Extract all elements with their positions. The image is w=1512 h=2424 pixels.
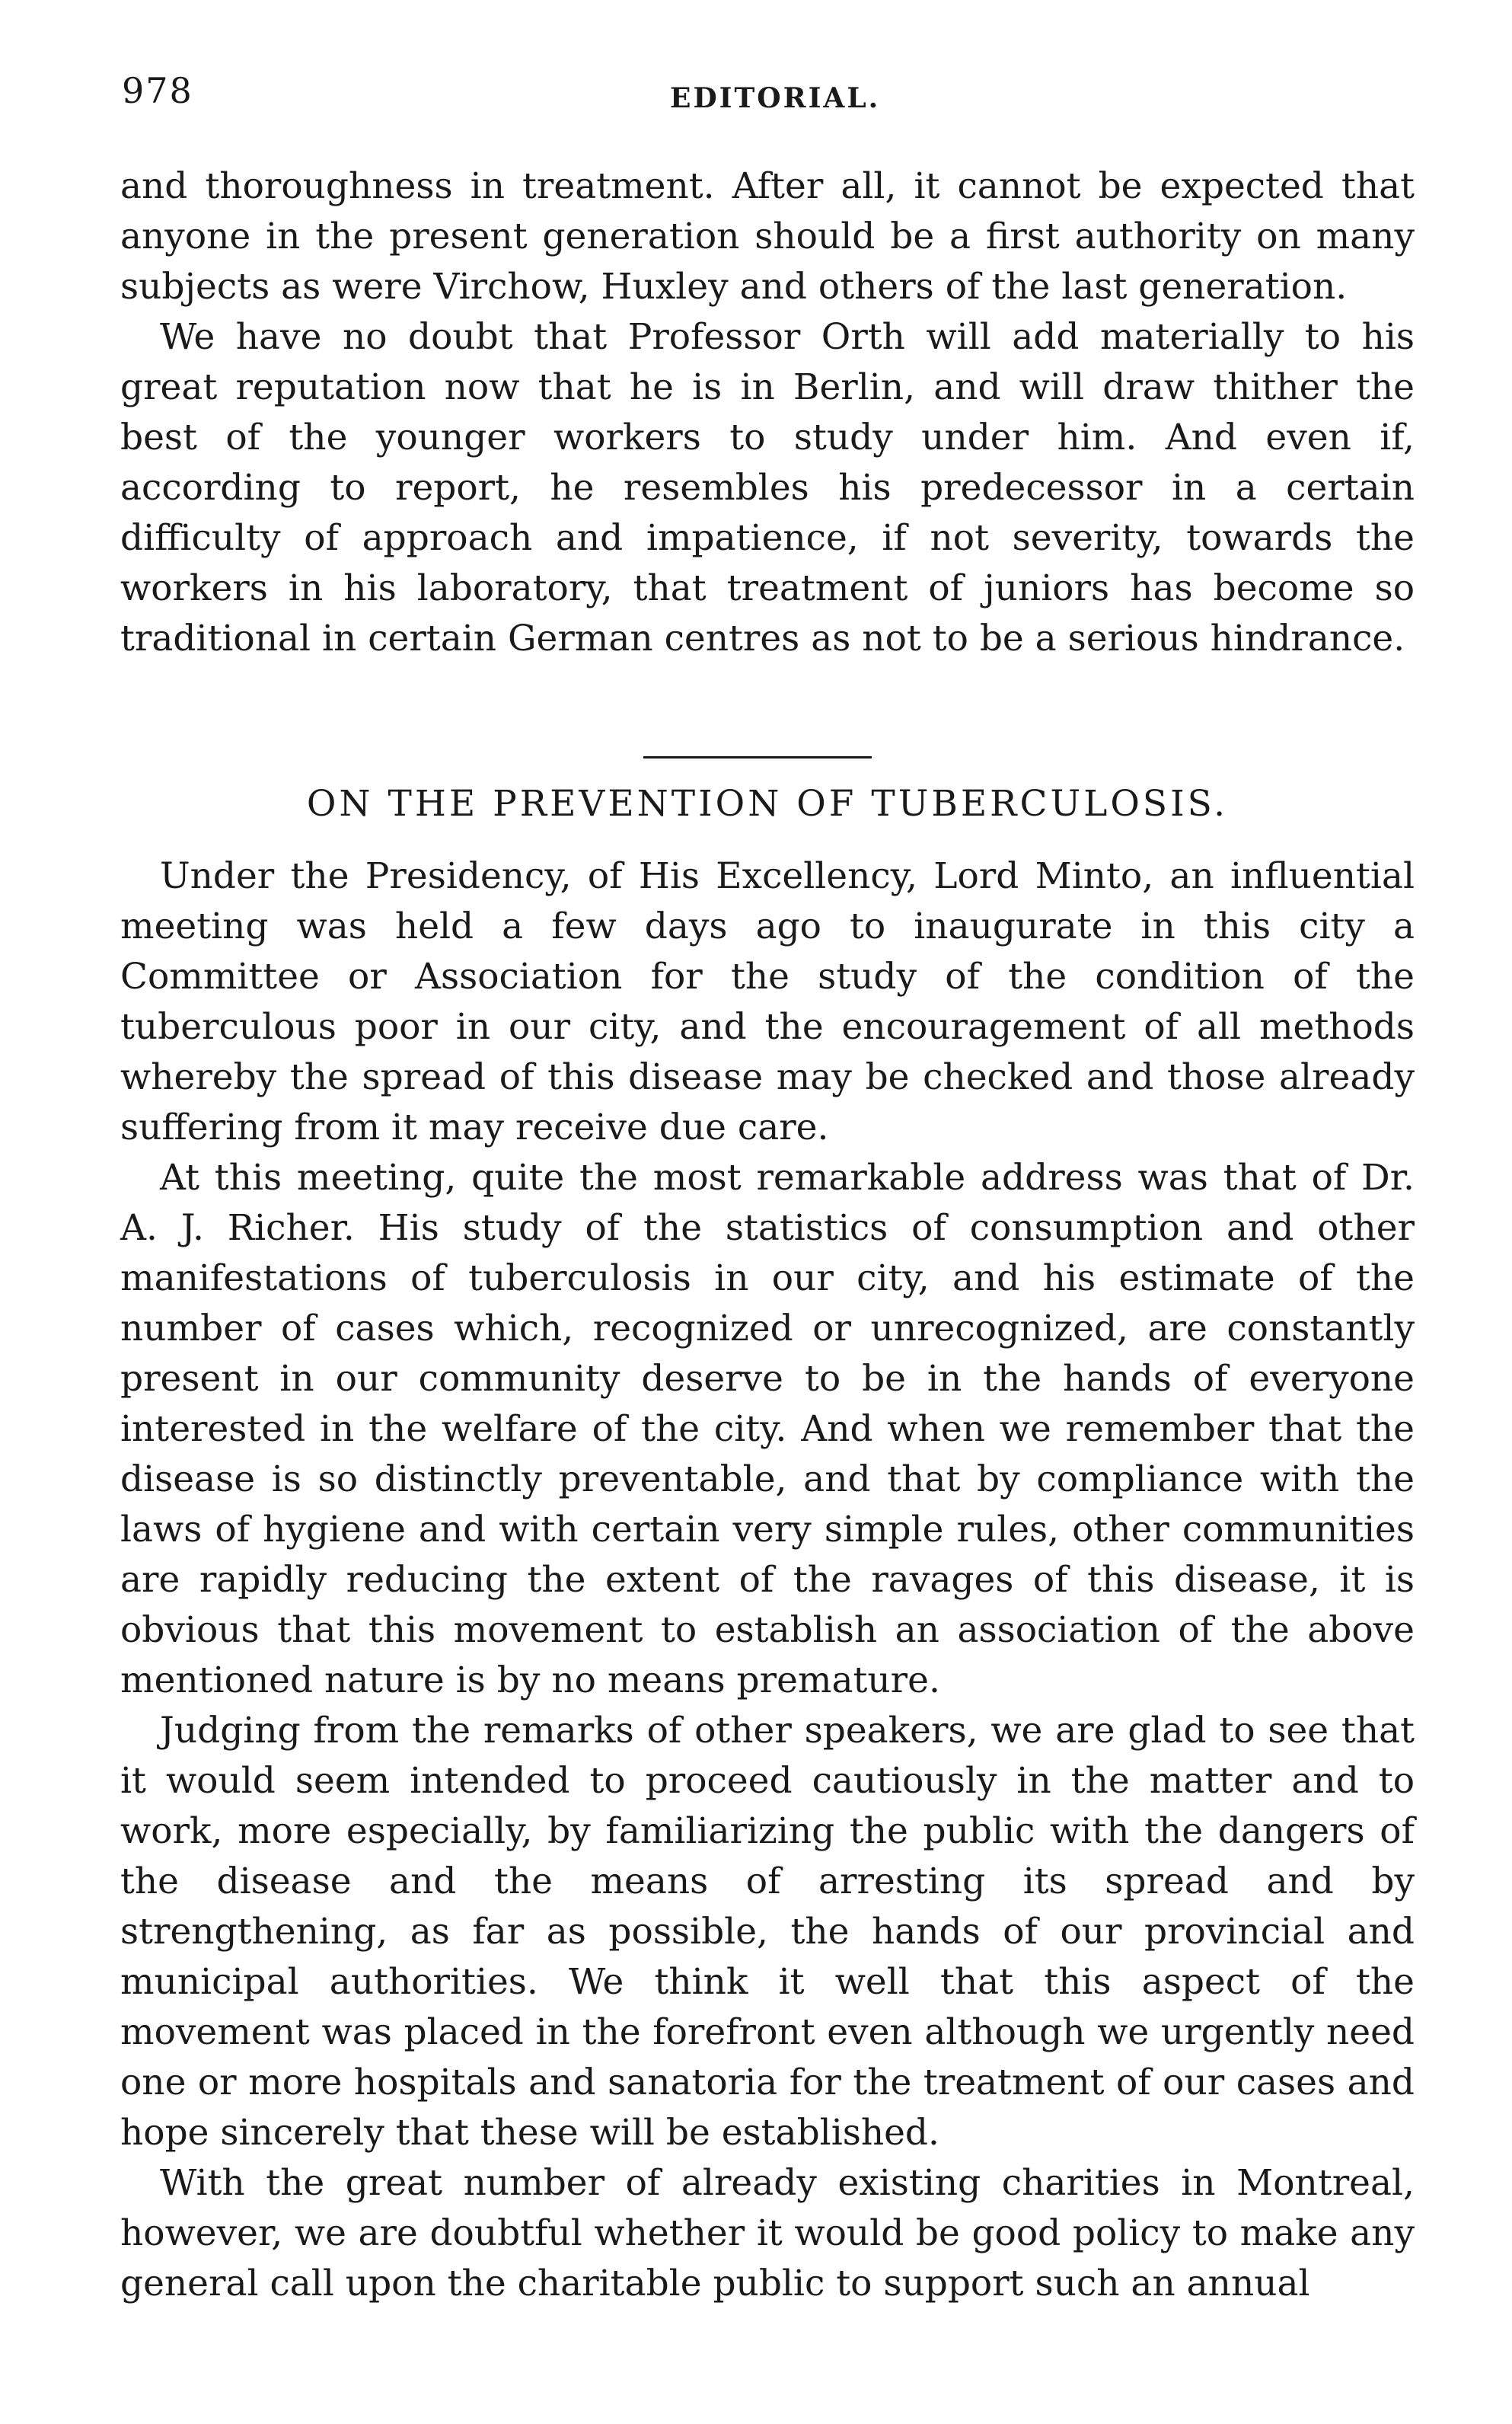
page-number: 978 xyxy=(122,70,193,111)
section-divider-rule xyxy=(643,756,872,758)
running-head: EDITORIAL. xyxy=(670,82,881,114)
paragraph-orth: We have no doubt that Professor Orth will add materially to his great reputation now that he is in Berlin, and will draw thither the best of the younger workers to study under him. And even if, according to report, he resembles his predecessor in a certain difficulty of approach and impatience, if not severity, towards the workers in his laboratory, that treatment of juniors has become so traditional in certain German centres as not to be a serious hindrance. xyxy=(120,316,1415,659)
section-title: ON THE PREVENTION OF TUBERCULOSIS. xyxy=(306,783,1229,825)
paragraph-meeting: At this meeting, quite the most remarkable address was that of Dr. A. J. Richer. His study of the statistics of consumption and other manifestations of tuberculosis in our city, and his estimate of the number of cases which, recognized or unrecognized, are constantly present in our community deserve to be in the hands of everyone interested in the welfare of the city. And when we remember that the disease is so distinctly preventable, and that by compliance with the laws of hygiene and with certain very simple rules, other communities are rapidly reducing the extent of the ravages of this disease, it is obvious that this movement to establish an association of the above mentioned nature is by no means premature. xyxy=(120,1157,1415,1701)
paragraph-charities: With the great number of already existing charities in Montreal, however, we are doubtful whether it would be good policy to make any general call upon the charitable public to support such an annual xyxy=(120,2162,1415,2304)
paragraph-presidency: Under the Presidency, of His Excellency, Lord Minto, an influential meeting was held a few days ago to inaugurate in this city a Committee or Association for the study of the condition of the tuberculous poor in our city, and the encouragement of all methods whereby the spread of this disease may be checked and those already suffering from it may receive due care. xyxy=(120,855,1415,1148)
paragraph-judging: Judging from the remarks of other speakers, we are glad to see that it would seem intended to proceed cautiously in the matter and to work, more especially, by familiarizing the public with the dangers of the disease and the means of arresting its spread and by strengthening, as far as possible, the hands of our provincial and municipal authorities. We think it well that this aspect of the movement was placed in the forefront even although we urgently need one or more hospitals and sanatoria for the treatment of our cases and hope sincerely that these will be established. xyxy=(120,1710,1415,2154)
intro-text-block xyxy=(120,161,1415,664)
paragraph-continued: and thoroughness in treatment. After all, it cannot be expected that anyone in the present generation should be a first authority on many subjects as were Virchow, Huxley and others of the last generation. xyxy=(120,165,1415,308)
section-text-block xyxy=(120,851,1415,2309)
